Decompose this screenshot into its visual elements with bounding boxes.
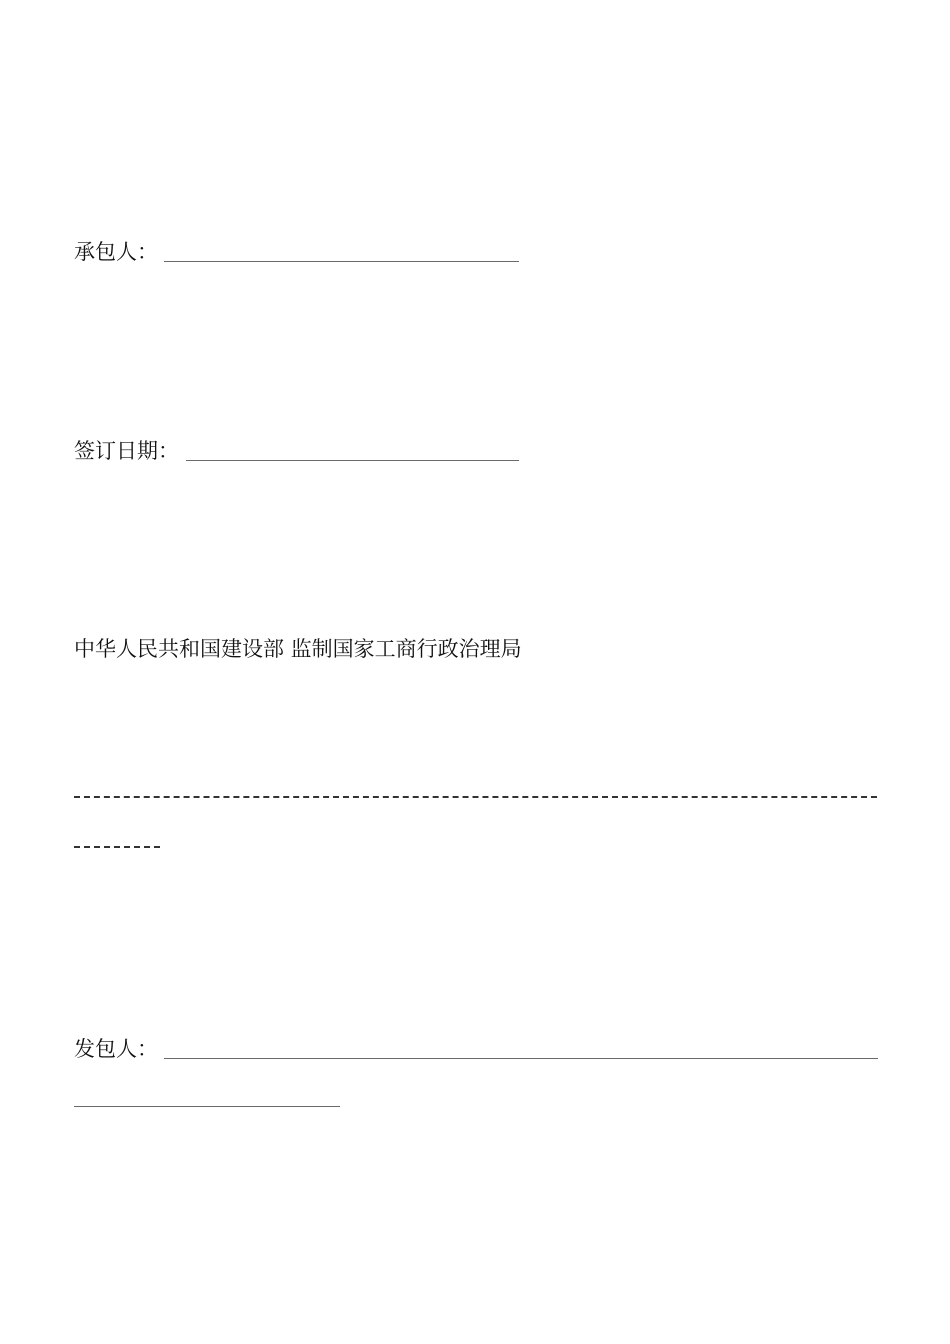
employer-label: 发包人： [74,1037,158,1061]
contractor-label: 承包人： [74,240,158,264]
issuer-text: 中华人民共和国建设部 监制国家工商行政治理局 [74,637,522,661]
separator-dashed-line [74,796,877,798]
employer-fill-line[interactable] [164,1058,878,1059]
sign-date-label: 签订日期： [74,439,179,463]
separator-dashed-line-continued [74,846,160,848]
employer-fill-line-continued[interactable] [74,1106,340,1107]
contractor-fill-line[interactable] [164,261,519,262]
sign-date-fill-line[interactable] [186,460,519,461]
